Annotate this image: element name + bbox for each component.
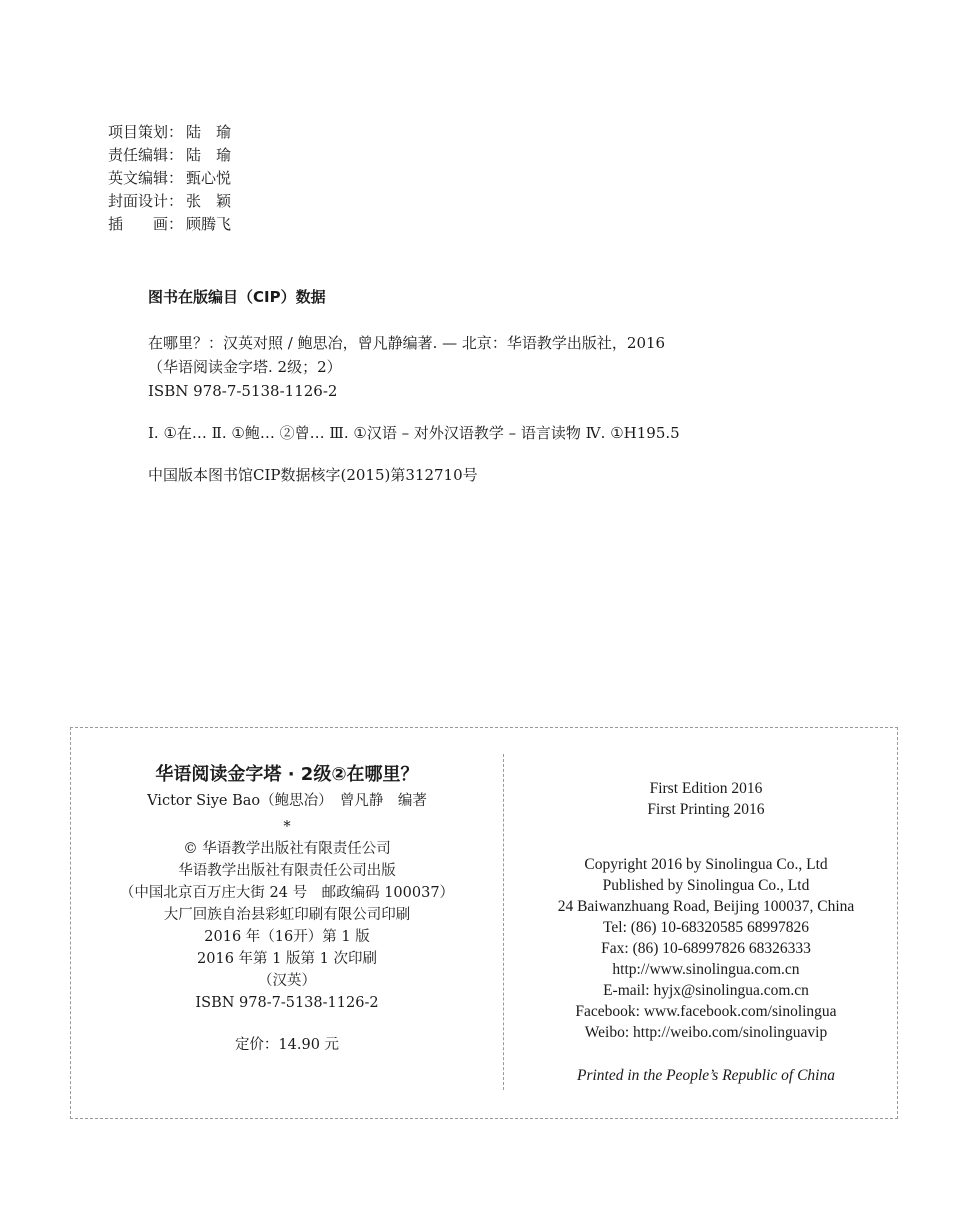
credit-label: 插 画： bbox=[108, 215, 184, 233]
credits-list bbox=[108, 121, 231, 236]
published-by-line: Published by Sinolingua Co., Ltd bbox=[602, 877, 810, 894]
cip-heading: 图书在版编目（CIP）数据 bbox=[148, 288, 326, 306]
isbn-line: ISBN 978-7-5138-1126-2 bbox=[195, 995, 379, 1011]
credit-value: 张 颖 bbox=[186, 192, 232, 210]
address-line: 24 Baiwanzhuang Road, Beijing 100037, China bbox=[557, 898, 855, 915]
asterisk-separator: * bbox=[283, 819, 291, 835]
cip-bibliographic-line: 在哪里？：汉英对照 / 鲍思冶，曾凡静编著. — 北京：华语教学出版社，2016 bbox=[148, 334, 666, 352]
copyright-line: Copyright 2016 by Sinolingua Co., Ltd bbox=[584, 856, 828, 873]
credit-label: 项目策划： bbox=[108, 123, 184, 141]
spacer bbox=[148, 403, 680, 421]
credit-value: 陆 瑜 bbox=[186, 146, 232, 164]
credit-value: 顾腾飞 bbox=[186, 215, 232, 233]
language-cn: （汉英） bbox=[258, 973, 316, 989]
spacer bbox=[513, 820, 899, 854]
book-title: 华语阅读金字塔 · 2级②在哪里？ bbox=[155, 764, 419, 785]
fax-line: Fax: (86) 10-68997826 68326333 bbox=[601, 940, 811, 957]
publisher-cn: 华语教学出版社有限责任公司出版 bbox=[178, 863, 396, 879]
column-divider bbox=[503, 754, 504, 1090]
credit-row bbox=[108, 190, 231, 213]
printing-cn: 2016 年第 1 版第 1 次印刷 bbox=[197, 951, 377, 967]
credit-row bbox=[108, 121, 231, 144]
price-line: 定价：14.90 元 bbox=[234, 1037, 340, 1053]
cip-classification-line: Ⅰ. ①在… Ⅱ. ①鲍… ②曾… Ⅲ. ①汉语 – 对外汉语教学 – 语言读物 Ⅳ. ①H195.5 bbox=[148, 424, 680, 442]
cip-series-line: （华语阅读金字塔. 2级；2） bbox=[148, 358, 342, 376]
authors-line: Victor Siye Bao（鲍思冶） 曾凡静 编著 bbox=[147, 793, 427, 809]
copyright-cn: © 华语教学出版社有限责任公司 bbox=[183, 841, 391, 857]
website-line: http://www.sinolingua.com.cn bbox=[612, 961, 800, 978]
credit-label: 封面设计： bbox=[108, 192, 184, 210]
colophon-box bbox=[70, 727, 898, 1119]
credit-value: 甄心悦 bbox=[186, 169, 232, 187]
cip-record-number: 中国版本图书馆CIP数据核字(2015)第312710号 bbox=[148, 466, 478, 484]
credit-row bbox=[108, 213, 231, 236]
tel-line: Tel: (86) 10-68320585 68997826 bbox=[603, 919, 809, 936]
cip-isbn-line: ISBN 978-7-5138-1126-2 bbox=[148, 382, 338, 400]
credit-label: 英文编辑： bbox=[108, 169, 184, 187]
email-line: E-mail: hyjx@sinolingua.com.cn bbox=[603, 982, 809, 999]
format-cn: 2016 年（16开）第 1 版 bbox=[204, 929, 370, 945]
weibo-line: Weibo: http://weibo.com/sinolinguavip bbox=[584, 1024, 828, 1041]
credit-row bbox=[108, 167, 231, 190]
spacer bbox=[148, 445, 680, 463]
credit-value: 陆 瑜 bbox=[186, 123, 232, 141]
address-cn: （中国北京百万庄大街 24 号 邮政编码 100037） bbox=[119, 885, 455, 901]
facebook-line: Facebook: www.facebook.com/sinolingua bbox=[575, 1003, 837, 1020]
printer-cn: 大厂回族自治县彩虹印刷有限公司印刷 bbox=[163, 907, 411, 923]
printing-line: First Printing 2016 bbox=[647, 801, 765, 818]
printed-in-line: Printed in the People’s Republic of China bbox=[576, 1067, 835, 1084]
credit-row bbox=[108, 144, 231, 167]
colophon-english bbox=[513, 778, 899, 1086]
colophon-chinese bbox=[101, 760, 473, 1056]
credit-label: 责任编辑： bbox=[108, 146, 184, 164]
edition-line: First Edition 2016 bbox=[649, 780, 763, 797]
cip-block bbox=[148, 286, 680, 487]
